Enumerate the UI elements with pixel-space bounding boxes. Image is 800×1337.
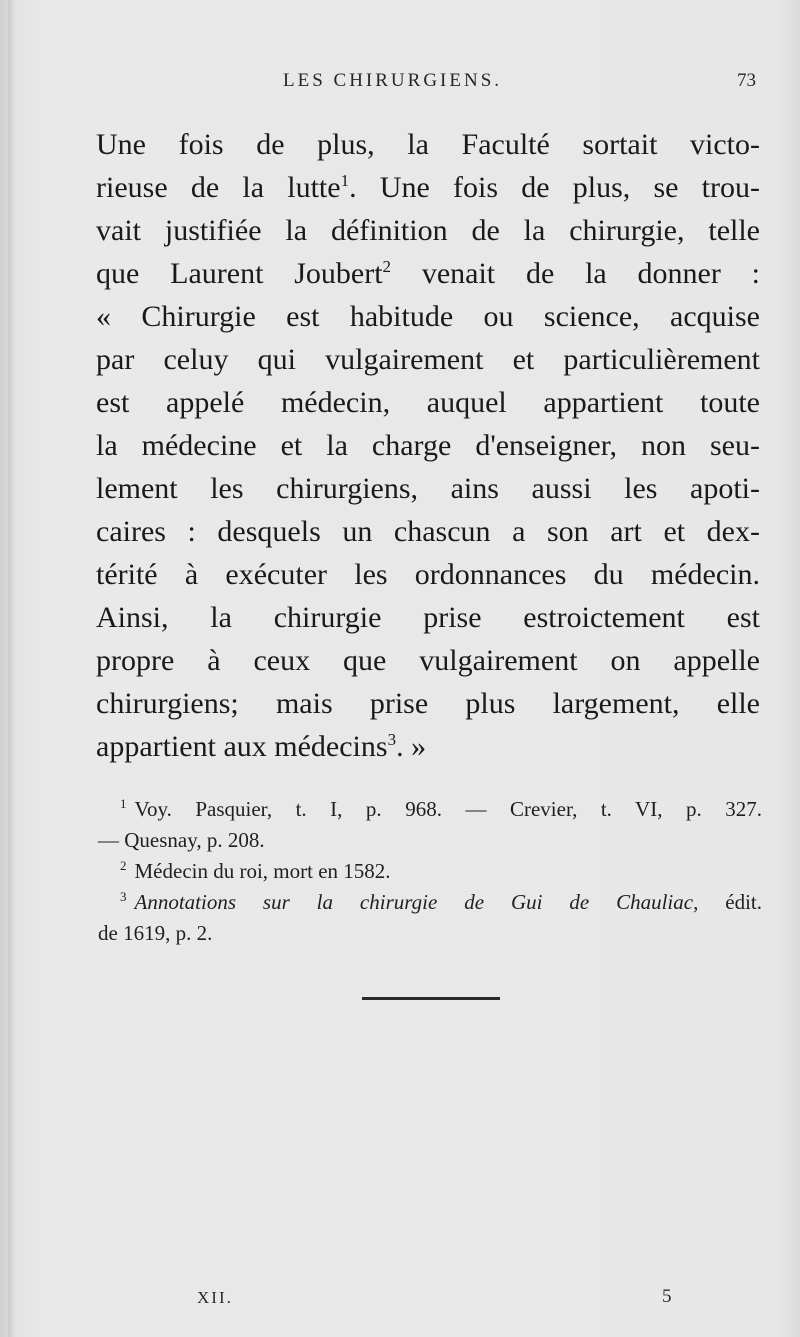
footnote-1: $^1$ Voy. Pasquier, t. I, p. 968. — Crevier, t. VI, p. 327. — [120, 796, 762, 821]
body-line: que Laurent Joubert$^2$ venait de la donner : — [96, 257, 760, 290]
footnote-3: $^3$ Annotations sur la chirurgie de Gui de Chauliac, édit. — [120, 889, 762, 914]
page-number: 73 — [737, 70, 756, 91]
body-line: propre à ceux que vulgairement on appelle — [96, 644, 760, 677]
body-line: chirurgiens; mais prise plus largement, elle — [96, 687, 760, 720]
page-gutter-shadow — [8, 0, 14, 1337]
running-title: LES CHIRURGIENS. — [283, 70, 503, 91]
body-line: appartient aux médecins$^3$. » — [96, 730, 427, 763]
gathering-number: 5 — [662, 1286, 672, 1307]
body-line: Une fois de plus, la Faculté sortait victo- — [96, 128, 760, 161]
footnote-reference[interactable]: 2 — [382, 257, 392, 276]
footnote-mark: 1 — [120, 796, 127, 811]
signature-mark: XII. — [197, 1288, 233, 1307]
section-end-rule — [362, 997, 500, 1000]
footnote-2: $^2$ Médecin du roi, mort en 1582. — [120, 858, 391, 883]
body-line: est appelé médecin, auquel appartient toute — [96, 386, 760, 419]
footnote-mark: 2 — [120, 858, 127, 873]
body-line: térité à exécuter les ordonnances du médecin. — [96, 558, 760, 591]
body-line: lement les chirurgiens, ains aussi les apoti- — [96, 472, 760, 505]
body-text — [96, 123, 760, 768]
footnotes — [98, 794, 762, 949]
footnote-reference[interactable]: 1 — [340, 171, 350, 190]
body-line: la médecine et la charge d'enseigner, non seu- — [96, 429, 760, 462]
footnote-reference[interactable]: 3 — [387, 730, 397, 749]
body-line: rieuse de la lutte$^1$. Une fois de plus, se trou- — [96, 171, 760, 204]
running-head — [0, 70, 800, 100]
body-line: vait justifiée la définition de la chirurgie, telle — [96, 214, 760, 247]
body-line: par celuy qui vulgairement et particulièrement — [96, 343, 760, 376]
footnote-mark: 3 — [120, 889, 127, 904]
footnote-3-continuation: de 1619, p. 2. — [98, 921, 213, 945]
footnote-1-continuation: — Quesnay, p. 208. — [98, 828, 265, 852]
body-line: « Chirurgie est habitude ou science, acquise — [96, 300, 760, 333]
cited-title: Annotations sur la chirurgie de Gui de Chauliac, — [134, 890, 699, 914]
body-line: caires : desquels un chascun a son art et dex- — [96, 515, 760, 548]
body-line: Ainsi, la chirurgie prise estroictement est — [96, 601, 760, 634]
